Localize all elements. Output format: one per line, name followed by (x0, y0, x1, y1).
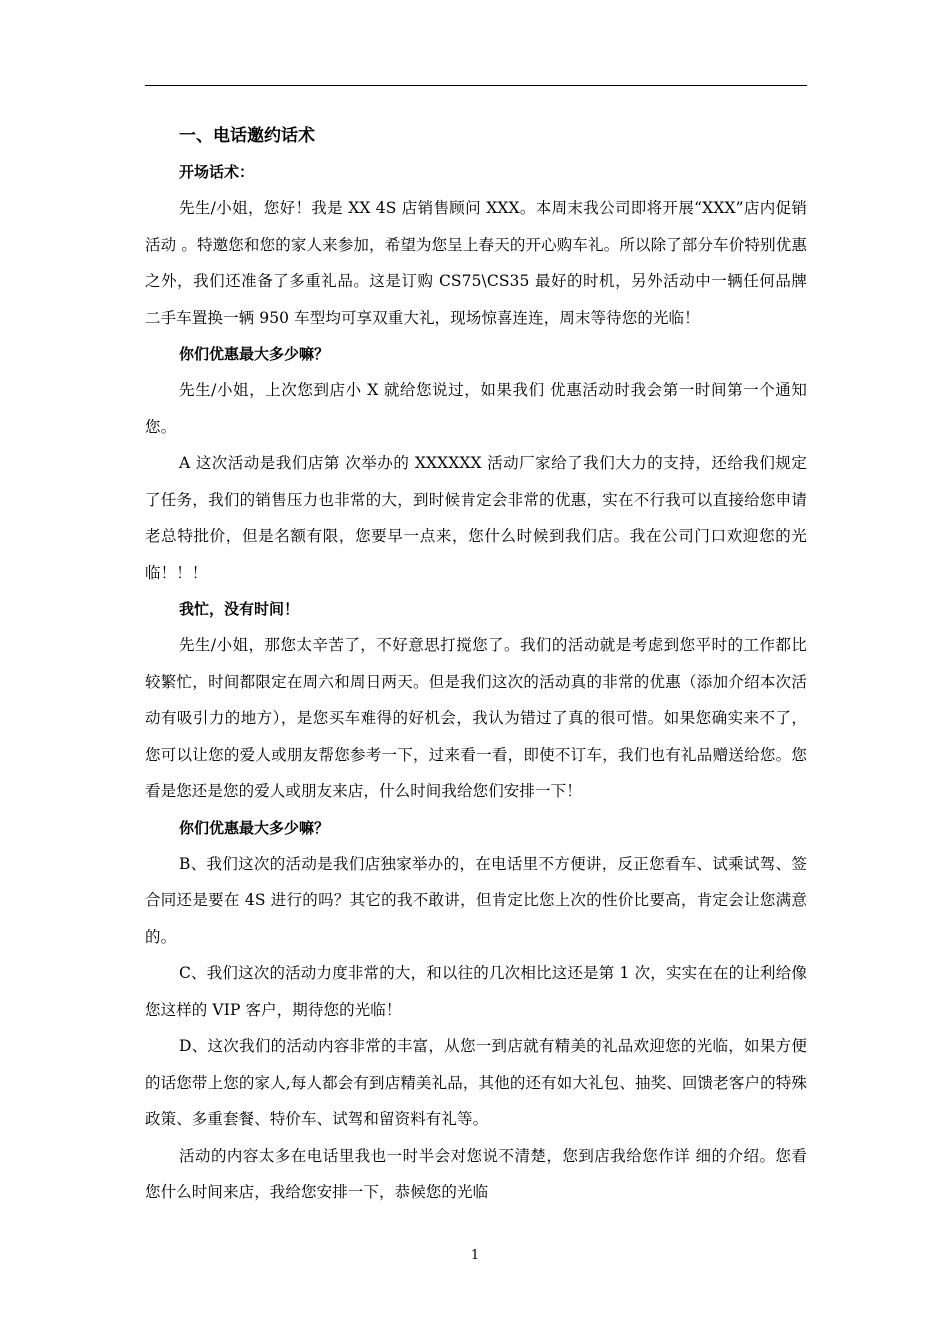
paragraph: 先生/小姐，那您太辛苦了，不好意思打搅您了。我们的活动就是考虑到您平时的工作都比较繁忙，时间都限定在周六和周日两天。但是我们这次的活动真的非常的优惠（添加介绍本次活动有吸引力的地方），是您买车难得的好机会，我认为错过了真的很可惜。如果您确实来不了，您可以让您的爱人或朋友帮您参考一下，过来看一看，即使不订车，我们也有礼品赠送给您。您看是您还是您的爱人或朋友来店，什么时间我给您们安排一下！ (145, 636, 807, 800)
section-heading: 一、电话邀约话术 (179, 126, 315, 146)
subheading-opening: 开场话术： (179, 163, 255, 181)
header-rule (145, 85, 807, 86)
document-body (145, 118, 807, 1211)
paragraph: A 这次活动是我们店第 次举办的 XXXXXX 活动厂家给了我们大力的支持，还给我们规定了任务，我们的销售压力也非常的大，到时候肯定会非常的优惠，实在不行我可以直接给您申请老总特批价，但是名额有限，您要早一点来，您什么时候到我们店。我在公司门口欢迎您的光临！！！ (145, 454, 807, 582)
subheading-max-discount-2: 你们优惠最大多少嘛？ (179, 818, 330, 837)
paragraph: C、我们这次的活动力度非常的大，和以往的几次相比这还是第 1 次，实实在在的让利给像您这样的 VIP 客户，期待您的光临！ (145, 964, 807, 1019)
subheading-max-discount: 你们优惠最大多少嘛？ (179, 345, 330, 363)
paragraph: 先生/小姐，上次您到店小 X 就给您说过，如果我们 优惠活动时我会第一时间第一个通知您。 (145, 381, 807, 436)
paragraph: D、这次我们的活动内容非常的丰富，从您一到店就有精美的礼品欢迎您的光临，如果方便的话您带上您的家人,每人都会有到店精美礼品，其他的还有如大礼包、抽奖、回馈老客户的特殊政策、多重套餐、特价车、试驾和留资料有礼等。 (145, 1037, 807, 1128)
subheading-busy: 我忙，没有时间！ (179, 600, 300, 618)
page-number: 1 (470, 1248, 480, 1263)
paragraph: 先生/小姐，您好！我是 XX 4S 店销售顾问 XXX。本周末我公司即将开展“XXX”店内促销活动 。特邀您和您的家人来参加，希望为您呈上春天的开心购车礼。所以除了部分车价特别优惠之外，我们还准备了多重礼品。这是订购 CS75\CS35 最好的时机，另外活动中一辆任何品牌二手车置换一辆 950 车型均可享双重大礼，现场惊喜连连，周末等待您的光临！ (145, 199, 807, 327)
paragraph: 活动的内容太多在电话里我也一时半会对您说不清楚，您到店我给您作详 细的介绍。您看您什么时间来店，我给您安排一下，恭候您的光临 (145, 1146, 807, 1201)
paragraph: B、我们这次的活动是我们店独家举办的，在电话里不方便讲，反正您看车、试乘试驾、签合同还是要在 4S 进行的吗？其它的我不敢讲，但肯定比您上次的性价比要高，肯定会让您满意的。 (145, 854, 807, 946)
